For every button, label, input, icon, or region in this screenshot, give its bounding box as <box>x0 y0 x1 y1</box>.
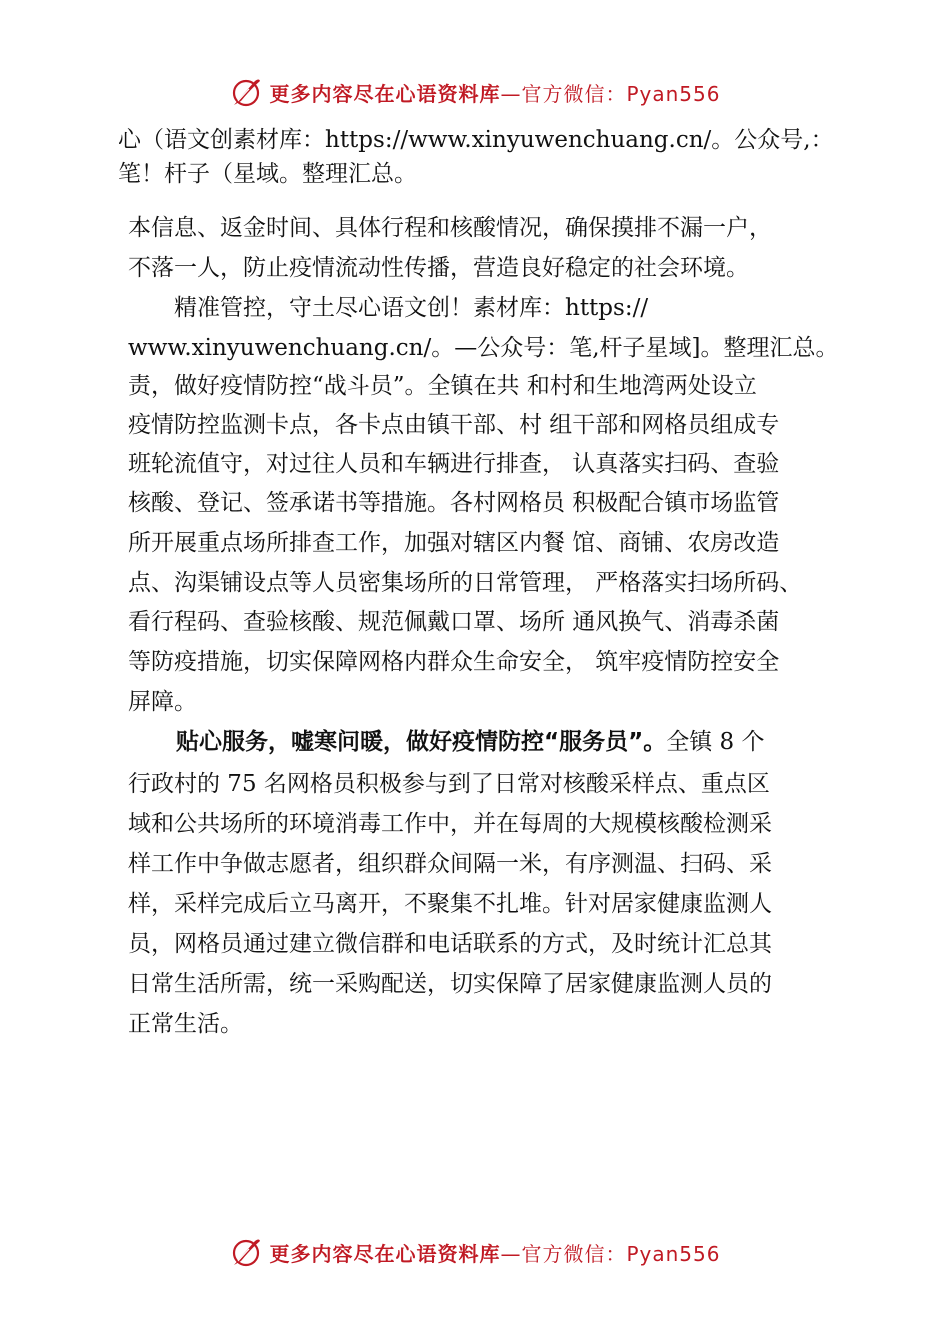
body-line: 屏障。 <box>128 689 197 715</box>
banner-dash: — <box>500 81 522 106</box>
quill-pen-logo-icon <box>229 75 263 109</box>
body-line: 疫情防控监测卡点，各卡点由镇干部、村 组干部和网格员组成专 <box>128 412 780 438</box>
para2-first-line <box>176 726 765 758</box>
banner-text <box>269 78 720 107</box>
para2-first-rest: 全镇 8 个 <box>666 729 765 755</box>
para2-line: 日常生活所需，统一采购配送，切实保障了居家健康监测人员的 <box>128 971 772 997</box>
intro-line-2: 笔！杆子（星域。整理汇总。 <box>118 161 417 187</box>
body-line: 所开展重点场所排查工作，加强对辖区内餐 馆、商铺、农房改造 <box>128 530 780 556</box>
body-line: 责，做好疫情防控“战斗员”。全镇在共 和村和生地湾两处设立 <box>128 373 757 399</box>
body-line: www.xinyuwenchuang.cn/。—公众号：笔,杆子星域]。整理汇总。 <box>128 335 839 361</box>
body-line: 本信息、返金时间、具体行程和核酸情况，确保摸排不漏一户， <box>128 215 772 241</box>
para2-line: 正常生活。 <box>128 1011 243 1037</box>
body-line: 核酸、登记、签承诺书等措施。各村网格员 积极配合镇市场监管 <box>128 490 780 516</box>
banner-text <box>269 1238 720 1267</box>
footer-banner <box>0 1232 950 1272</box>
para2-line: 样工作中争做志愿者，组织群众间隔一米，有序测温、扫码、采 <box>128 851 772 877</box>
body-line: 精准管控，守土尽心语文创！素材库：https:// <box>128 295 649 321</box>
body-line: 不落一人，防止疫情流动性传播，营造良好稳定的社会环境。 <box>128 255 749 281</box>
para2-line: 行政村的 75 名网格员积极参与到了日常对核酸采样点、重点区 <box>128 771 770 797</box>
body-line: 点、沟渠铺设点等人员密集场所的日常管理， 严格落实扫场所码、 <box>128 570 803 596</box>
para2-line: 域和公共场所的环境消毒工作中，并在每周的大规模核酸检测采 <box>128 811 772 837</box>
header-banner <box>0 72 950 112</box>
intro-line-1: 心（语文创素材库：https://www.xinyuwenchuang.cn/。公众号,： <box>118 127 834 153</box>
banner-wechat-text: 官方微信：Pyan556 <box>521 81 721 106</box>
banner-main-text: 更多内容尽在心语资料库 <box>269 81 501 106</box>
para2-heading: 贴心服务，嘘寒问暖，做好疫情防控“服务员”。 <box>176 729 667 755</box>
para2-line: 员，网格员通过建立微信群和电话联系的方式，及时统计汇总其 <box>128 931 772 957</box>
body-line: 等防疫措施，切实保障网格内群众生命安全， 筑牢疫情防控安全 <box>128 649 780 675</box>
banner-main-text: 更多内容尽在心语资料库 <box>269 1241 501 1266</box>
quill-pen-logo-icon <box>229 1235 263 1269</box>
para2-line: 样，采样完成后立马离开，不聚集不扎堆。针对居家健康监测人 <box>128 891 772 917</box>
body-line: 班轮流值守，对过往人员和车辆进行排查， 认真落实扫码、查验 <box>128 451 780 477</box>
banner-wechat-text: 官方微信：Pyan556 <box>521 1241 721 1266</box>
body-line: 看行程码、查验核酸、规范佩戴口罩、场所 通风换气、消毒杀菌 <box>128 609 780 635</box>
banner-dash: — <box>500 1241 522 1266</box>
